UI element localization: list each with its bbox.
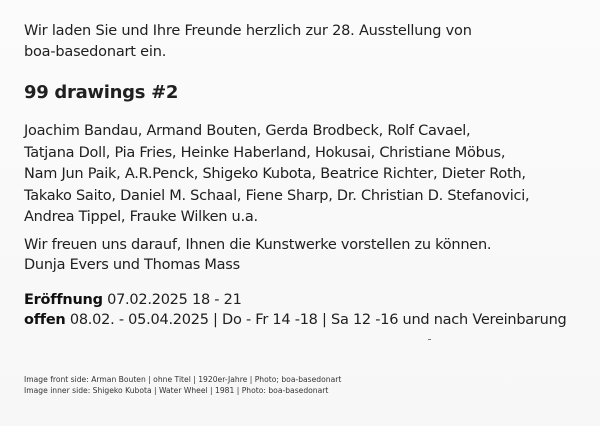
- credit-inner: Image inner side: Shigeko Kubota | Water Wheel | 1981 | Photo: boa-basedonart: [24, 386, 329, 395]
- welcome-line: Wir freuen uns darauf, Ihnen die Kunstwerke vorstellen zu können.: [24, 237, 492, 253]
- intro-text: [24, 21, 584, 63]
- print-speck: [428, 339, 431, 340]
- image-credits: [24, 374, 341, 396]
- open-value: 08.02. - 05.04.2025 | Do - Fr 14 -18 | Sa 12 -16 und nach Vereinbarung: [69, 312, 567, 328]
- open-label: offen: [24, 312, 66, 328]
- credit-front: Image front side: Arman Bouten | ohne Titel | 1920er-Jahre | Photo; boa-basedonart: [24, 375, 342, 384]
- hosts-line: Dunja Evers und Thomas Mass: [24, 257, 240, 273]
- opening-value: 07.02.2025 18 - 21: [107, 292, 242, 308]
- artist-line: Nam Jun Paik, A.R.Penck, Shigeko Kubota, Beatrice Richter, Dieter Roth,: [24, 166, 526, 182]
- exhibition-title: 99 drawings #2: [24, 82, 179, 103]
- welcome-text: [24, 235, 594, 275]
- opening-line: [24, 290, 584, 310]
- artist-line: Joachim Bandau, Armand Bouten, Gerda Brodbeck, Rolf Cavael,: [24, 123, 471, 139]
- artist-line: Tatjana Doll, Pia Fries, Heinke Haberland, Hokusai, Christiane Möbus,: [24, 144, 506, 161]
- intro-line: boa-basedonart ein.: [24, 44, 167, 60]
- dates-block: [24, 290, 584, 330]
- opening-label: Eröffnung: [24, 292, 103, 308]
- intro-line: Wir laden Sie und Ihre Freunde herzlich zur 28. Ausstellung von: [24, 23, 472, 39]
- artist-line: Takako Saito, Daniel M. Schaal, Fiene Sharp, Dr. Christian D. Stefanovici,: [24, 187, 530, 204]
- open-line: [24, 310, 584, 330]
- artist-list: [24, 121, 594, 229]
- artist-line: Andrea Tippel, Frauke Wilken u.a.: [24, 209, 258, 225]
